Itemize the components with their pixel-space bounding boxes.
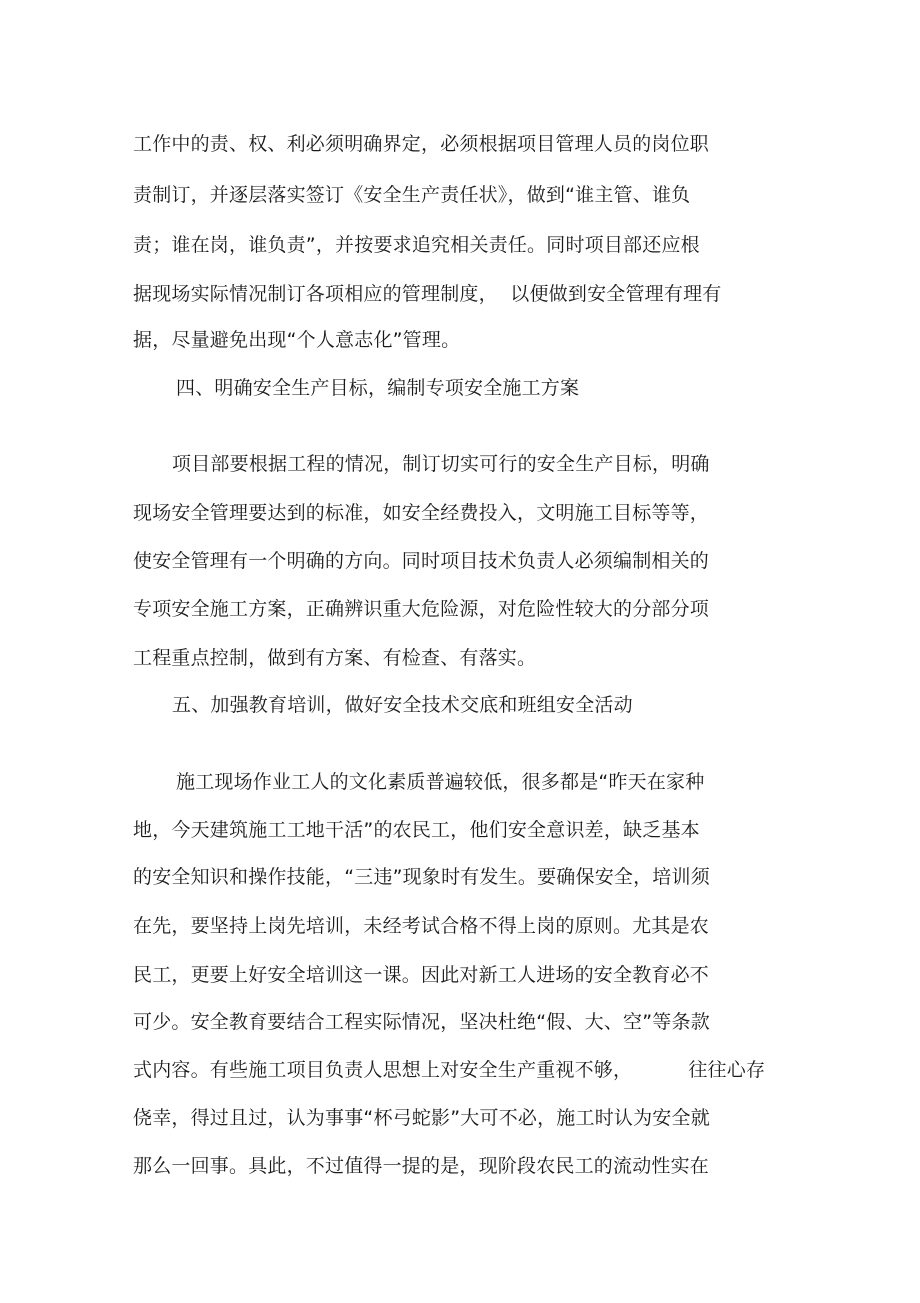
paragraph-line: 使安全管理有一个明确的方向。同时项目技术负责人必须编制相关的 xyxy=(133,550,710,572)
paragraph-line: 据，尽量避免出现“个人意志化”管理。 xyxy=(133,329,461,351)
paragraph-line: 据现场实际情况制订各项相应的管理制度， 以便做到安全管理有理有 xyxy=(133,283,722,305)
paragraph-line: 那么一回事。具此，不过值得一提的是，现阶段农民工的流动性实在 xyxy=(133,1155,710,1177)
paragraph-line: 责制订，并逐层落实签订《安全生产责任状》，做到“谁主管、谁负 xyxy=(133,184,691,206)
paragraph-line: 现场安全管理要达到的标准，如安全经费投入，文明施工目标等等， xyxy=(133,502,710,524)
paragraph-line: 施工现场作业工人的文化素质普遍较低，很多都是“昨天在家种 xyxy=(176,771,705,793)
paragraph-line: 民工，更要上好安全培训这一课。因此对新工人进场的安全教育必不 xyxy=(133,964,710,986)
paragraph-line: 地，今天建筑施工工地干活”的农民工，他们安全意识差，缺乏基本 xyxy=(133,819,700,841)
paragraph-line: 工程重点控制，做到有方案、有检查、有落实。 xyxy=(133,647,537,669)
paragraph-line: 可少。安全教育要结合工程实际情况，坚决杜绝“假、大、空”等条款 xyxy=(133,1011,710,1033)
paragraph-line: 专项安全施工方案，正确辨识重大危险源，对危险性较大的分部分项 xyxy=(133,598,710,620)
paragraph-line: 责；谁在岗，谁负责”，并按要求追究相关责任。同时项目部还应根 xyxy=(133,234,700,256)
paragraph-line: 式内容。有些施工项目负责人思想上对安全生产重视不够， 往往心存 xyxy=(133,1059,766,1081)
section-heading: 四、明确安全生产目标，编制专项安全施工方案 xyxy=(176,377,580,399)
paragraph-line: 的安全知识和操作技能，“三违”现象时有发生。要确保安全，培训须 xyxy=(133,866,710,888)
paragraph-line: 工作中的责、权、利必须明确界定，必须根据项目管理人员的岗位职 xyxy=(133,133,710,155)
section-heading: 五、加强教育培训，做好安全技术交底和班组安全活动 xyxy=(172,694,633,716)
paragraph-line: 侥幸，得过且过，认为事事“杯弓蛇影”大可不必，施工时认为安全就 xyxy=(133,1107,710,1129)
paragraph-line: 项目部要根据工程的情况，制订切实可行的安全生产目标，明确 xyxy=(172,453,710,475)
paragraph-line: 在先，要坚持上岗先培训，未经考试合格不得上岗的原则。尤其是农 xyxy=(133,915,710,937)
